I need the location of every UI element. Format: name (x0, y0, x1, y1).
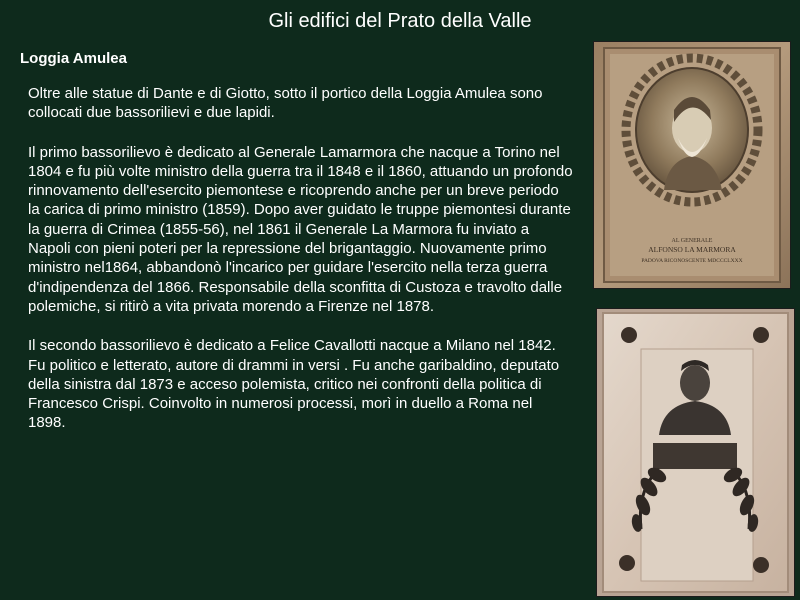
body-text (28, 84, 573, 453)
paragraph-lamarmora: Il primo bassorilievo è dedicato al Generale Lamarmora che nacque a Torino nel 1804 e fu più volte ministro della guerra tra il 1848 e il 1860, attuando un profondo rinnovamento dell'esercito piemontese e ricoprendo anche per un breve periodo la carica di primo ministro (1859). Dopo aver guidato le truppe piemontesi durante la guerra di Crimea (1855-56), nel 1861 il Generale La Marmora fu inviato a Napoli con pieni poteri per la repressione del brigantaggio. Nuovamente primo ministro nel1864, abbandonò l'incarico per guidare l'esercito nella terza guerra d'indipendenza del 1866. Responsabile della sconfitta di Custoza e travolto dalle polemiche, si ritirò a vita privata morendo a Firenze nel 1878. (28, 143, 573, 315)
lamarmora-relief-image (594, 42, 790, 288)
inscription-line-3: PADOVA RICONOSCENTE MDCCCLXXX (641, 258, 743, 264)
inscription-line-2: ALFONSO LA MARMORA (648, 245, 736, 254)
page-title: Gli edifici del Prato della Valle (268, 10, 532, 32)
inscription-line-1: AL GENERALE (671, 238, 713, 244)
section-title: Loggia Amulea (20, 50, 127, 67)
lamarmora-relief-photo (593, 41, 791, 289)
cavallotti-relief-image (597, 309, 794, 596)
paragraph-cavallotti: Il secondo bassorilievo è dedicato a Felice Cavallotti nacque a Milano nel 1842. Fu politico e letterato, autore di drammi in versi . Fu anche garibaldino, deputato della sinistra dal 1873 e acceso polemista, critico nei confronti della politica di Francesco Crispi. Coinvolto in numerosi processi, morì in duello a Roma nel 1898. (28, 337, 560, 432)
cavallotti-relief-photo (596, 308, 795, 597)
paragraph-intro: Oltre alle statue di Dante e di Giotto, sotto il portico della Loggia Amulea sono collocati due bassorilievi e due lapidi. (28, 85, 543, 122)
